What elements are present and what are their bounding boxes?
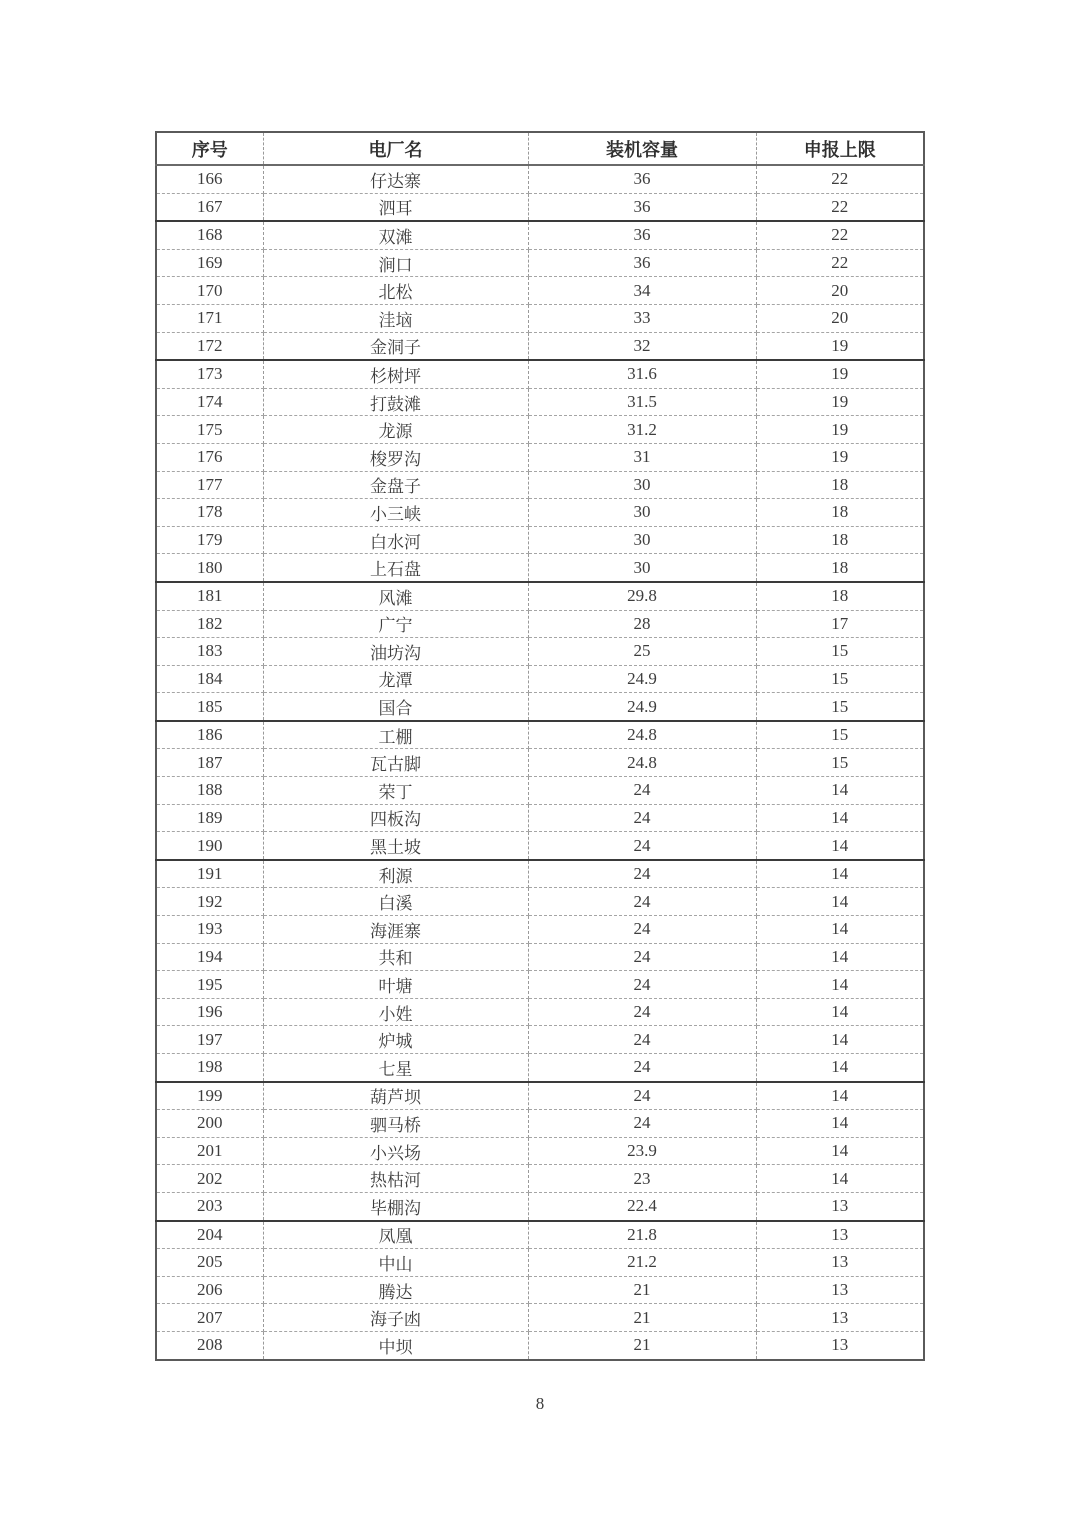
cell-limit: 14 — [756, 1110, 924, 1138]
cell-plant-name: 海子凼 — [263, 1304, 528, 1332]
table-row — [156, 665, 924, 693]
table-row — [156, 193, 924, 221]
column-header-declaration-limit: 申报上限 — [756, 132, 924, 165]
cell-serial: 197 — [156, 1026, 263, 1054]
cell-serial: 178 — [156, 499, 263, 527]
cell-serial: 205 — [156, 1249, 263, 1277]
cell-serial: 204 — [156, 1221, 263, 1249]
cell-limit: 14 — [756, 1082, 924, 1110]
column-header-installed-capacity: 装机容量 — [528, 132, 756, 165]
cell-plant-name: 金洞子 — [263, 332, 528, 360]
cell-limit: 14 — [756, 998, 924, 1026]
cell-plant-name: 驷马桥 — [263, 1110, 528, 1138]
cell-serial: 177 — [156, 471, 263, 499]
cell-plant-name: 涧口 — [263, 249, 528, 277]
cell-limit: 18 — [756, 499, 924, 527]
cell-serial: 171 — [156, 304, 263, 332]
cell-limit: 18 — [756, 582, 924, 610]
cell-limit: 20 — [756, 304, 924, 332]
cell-serial: 170 — [156, 277, 263, 305]
page-number: 8 — [535, 1394, 545, 1413]
cell-serial: 200 — [156, 1110, 263, 1138]
cell-limit: 22 — [756, 221, 924, 249]
cell-limit: 14 — [756, 777, 924, 805]
cell-plant-name: 中山 — [263, 1249, 528, 1277]
cell-capacity: 33 — [528, 304, 756, 332]
cell-capacity: 24 — [528, 1082, 756, 1110]
cell-serial: 191 — [156, 860, 263, 888]
cell-serial: 195 — [156, 971, 263, 999]
cell-plant-name: 炉城 — [263, 1026, 528, 1054]
cell-plant-name: 龙源 — [263, 416, 528, 444]
cell-plant-name: 国合 — [263, 693, 528, 721]
cell-limit: 14 — [756, 1026, 924, 1054]
table-row — [156, 582, 924, 610]
cell-capacity: 21 — [528, 1331, 756, 1359]
table-row — [156, 1054, 924, 1082]
cell-limit: 19 — [756, 360, 924, 388]
cell-capacity: 24.9 — [528, 665, 756, 693]
cell-plant-name: 仔达寨 — [263, 165, 528, 193]
cell-plant-name: 上石盘 — [263, 554, 528, 582]
table-row — [156, 526, 924, 554]
cell-limit: 15 — [756, 665, 924, 693]
table-row — [156, 943, 924, 971]
table-row — [156, 416, 924, 444]
cell-limit: 22 — [756, 165, 924, 193]
cell-capacity: 24 — [528, 804, 756, 832]
cell-serial: 169 — [156, 249, 263, 277]
cell-capacity: 24 — [528, 998, 756, 1026]
cell-capacity: 31.6 — [528, 360, 756, 388]
cell-capacity: 23.9 — [528, 1137, 756, 1165]
column-header-plant-name: 电厂名 — [263, 132, 528, 165]
cell-capacity: 32 — [528, 332, 756, 360]
cell-capacity: 24.8 — [528, 721, 756, 749]
table-row — [156, 249, 924, 277]
table-row — [156, 304, 924, 332]
table-row — [156, 1331, 924, 1359]
cell-plant-name: 共和 — [263, 943, 528, 971]
cell-limit: 14 — [756, 832, 924, 860]
cell-plant-name: 小三峡 — [263, 499, 528, 527]
table-row — [156, 443, 924, 471]
cell-plant-name: 泗耳 — [263, 193, 528, 221]
table-row — [156, 1137, 924, 1165]
cell-serial: 175 — [156, 416, 263, 444]
cell-plant-name: 北松 — [263, 277, 528, 305]
cell-serial: 208 — [156, 1331, 263, 1359]
cell-capacity: 24 — [528, 777, 756, 805]
cell-limit: 15 — [756, 749, 924, 777]
cell-capacity: 30 — [528, 471, 756, 499]
cell-plant-name: 凤凰 — [263, 1221, 528, 1249]
cell-limit: 13 — [756, 1221, 924, 1249]
table-row — [156, 804, 924, 832]
table-row — [156, 554, 924, 582]
cell-limit: 14 — [756, 971, 924, 999]
cell-serial: 179 — [156, 526, 263, 554]
cell-capacity: 24 — [528, 943, 756, 971]
cell-plant-name: 荣丁 — [263, 777, 528, 805]
cell-capacity: 30 — [528, 526, 756, 554]
cell-plant-name: 葫芦坝 — [263, 1082, 528, 1110]
cell-serial: 202 — [156, 1165, 263, 1193]
cell-capacity: 30 — [528, 499, 756, 527]
cell-limit: 15 — [756, 721, 924, 749]
cell-capacity: 29.8 — [528, 582, 756, 610]
cell-plant-name: 梭罗沟 — [263, 443, 528, 471]
cell-capacity: 24 — [528, 1026, 756, 1054]
cell-serial: 206 — [156, 1276, 263, 1304]
cell-capacity: 21.8 — [528, 1221, 756, 1249]
cell-limit: 19 — [756, 416, 924, 444]
cell-limit: 18 — [756, 526, 924, 554]
cell-limit: 14 — [756, 943, 924, 971]
table-row — [156, 888, 924, 916]
table-row — [156, 1026, 924, 1054]
cell-limit: 19 — [756, 388, 924, 416]
cell-capacity: 24 — [528, 916, 756, 944]
cell-plant-name: 叶塘 — [263, 971, 528, 999]
cell-capacity: 24 — [528, 888, 756, 916]
cell-limit: 13 — [756, 1192, 924, 1220]
cell-capacity: 24 — [528, 860, 756, 888]
cell-limit: 14 — [756, 1165, 924, 1193]
cell-capacity: 21 — [528, 1304, 756, 1332]
cell-limit: 14 — [756, 916, 924, 944]
table-row — [156, 1221, 924, 1249]
cell-plant-name: 瓦古脚 — [263, 749, 528, 777]
cell-plant-name: 广宁 — [263, 610, 528, 638]
cell-serial: 203 — [156, 1192, 263, 1220]
cell-serial: 184 — [156, 665, 263, 693]
cell-serial: 172 — [156, 332, 263, 360]
cell-serial: 183 — [156, 638, 263, 666]
cell-capacity: 24.9 — [528, 693, 756, 721]
cell-limit: 14 — [756, 804, 924, 832]
cell-capacity: 24 — [528, 1110, 756, 1138]
cell-limit: 13 — [756, 1331, 924, 1359]
cell-capacity: 36 — [528, 165, 756, 193]
cell-capacity: 31.2 — [528, 416, 756, 444]
table-row — [156, 721, 924, 749]
cell-serial: 185 — [156, 693, 263, 721]
cell-serial: 174 — [156, 388, 263, 416]
cell-plant-name: 腾达 — [263, 1276, 528, 1304]
cell-serial: 201 — [156, 1137, 263, 1165]
cell-limit: 15 — [756, 693, 924, 721]
cell-plant-name: 洼垴 — [263, 304, 528, 332]
cell-plant-name: 海涯寨 — [263, 916, 528, 944]
cell-plant-name: 小姓 — [263, 998, 528, 1026]
table-row — [156, 998, 924, 1026]
table-row — [156, 277, 924, 305]
table-row — [156, 471, 924, 499]
cell-limit: 17 — [756, 610, 924, 638]
cell-serial: 166 — [156, 165, 263, 193]
table-row — [156, 388, 924, 416]
table-row — [156, 916, 924, 944]
cell-serial: 182 — [156, 610, 263, 638]
table-row — [156, 499, 924, 527]
cell-plant-name: 四板沟 — [263, 804, 528, 832]
cell-plant-name: 黑土坡 — [263, 832, 528, 860]
cell-serial: 198 — [156, 1054, 263, 1082]
table-row — [156, 638, 924, 666]
cell-capacity: 24.8 — [528, 749, 756, 777]
cell-limit: 14 — [756, 860, 924, 888]
cell-limit: 18 — [756, 554, 924, 582]
cell-plant-name: 中坝 — [263, 1331, 528, 1359]
table-row — [156, 1249, 924, 1277]
table-row — [156, 332, 924, 360]
cell-capacity: 24 — [528, 971, 756, 999]
cell-limit: 14 — [756, 1137, 924, 1165]
cell-serial: 194 — [156, 943, 263, 971]
power-plant-table — [155, 131, 925, 1361]
cell-plant-name: 金盘子 — [263, 471, 528, 499]
cell-limit: 19 — [756, 332, 924, 360]
cell-limit: 15 — [756, 638, 924, 666]
cell-serial: 207 — [156, 1304, 263, 1332]
cell-plant-name: 油坊沟 — [263, 638, 528, 666]
cell-serial: 167 — [156, 193, 263, 221]
cell-plant-name: 热枯河 — [263, 1165, 528, 1193]
cell-capacity: 24 — [528, 1054, 756, 1082]
cell-limit: 18 — [756, 471, 924, 499]
table-row — [156, 860, 924, 888]
cell-serial: 192 — [156, 888, 263, 916]
table-header-row — [156, 132, 924, 165]
cell-capacity: 21 — [528, 1276, 756, 1304]
cell-plant-name: 龙潭 — [263, 665, 528, 693]
cell-limit: 13 — [756, 1276, 924, 1304]
cell-serial: 190 — [156, 832, 263, 860]
cell-capacity: 22.4 — [528, 1192, 756, 1220]
cell-serial: 180 — [156, 554, 263, 582]
table-row — [156, 1165, 924, 1193]
cell-capacity: 21.2 — [528, 1249, 756, 1277]
table-row — [156, 1082, 924, 1110]
cell-serial: 186 — [156, 721, 263, 749]
cell-plant-name: 七星 — [263, 1054, 528, 1082]
table-row — [156, 777, 924, 805]
cell-serial: 168 — [156, 221, 263, 249]
cell-capacity: 36 — [528, 193, 756, 221]
cell-plant-name: 工棚 — [263, 721, 528, 749]
cell-plant-name: 小兴场 — [263, 1137, 528, 1165]
cell-serial: 188 — [156, 777, 263, 805]
table-row — [156, 1110, 924, 1138]
table-row — [156, 360, 924, 388]
cell-plant-name: 白水河 — [263, 526, 528, 554]
cell-plant-name: 利源 — [263, 860, 528, 888]
cell-capacity: 31 — [528, 443, 756, 471]
cell-serial: 193 — [156, 916, 263, 944]
table-row — [156, 165, 924, 193]
cell-limit: 22 — [756, 249, 924, 277]
cell-limit: 22 — [756, 193, 924, 221]
cell-plant-name: 打鼓滩 — [263, 388, 528, 416]
cell-plant-name: 杉树坪 — [263, 360, 528, 388]
cell-capacity: 36 — [528, 249, 756, 277]
cell-capacity: 30 — [528, 554, 756, 582]
cell-capacity: 25 — [528, 638, 756, 666]
cell-limit: 13 — [756, 1249, 924, 1277]
cell-serial: 176 — [156, 443, 263, 471]
table-row — [156, 693, 924, 721]
cell-serial: 181 — [156, 582, 263, 610]
table-row — [156, 971, 924, 999]
cell-serial: 199 — [156, 1082, 263, 1110]
cell-plant-name: 白溪 — [263, 888, 528, 916]
cell-limit: 14 — [756, 888, 924, 916]
table-row — [156, 749, 924, 777]
cell-limit: 20 — [756, 277, 924, 305]
cell-capacity: 36 — [528, 221, 756, 249]
cell-plant-name: 双滩 — [263, 221, 528, 249]
table-row — [156, 221, 924, 249]
cell-serial: 187 — [156, 749, 263, 777]
cell-capacity: 24 — [528, 832, 756, 860]
cell-plant-name: 毕棚沟 — [263, 1192, 528, 1220]
cell-plant-name: 风滩 — [263, 582, 528, 610]
table-row — [156, 1192, 924, 1220]
cell-serial: 173 — [156, 360, 263, 388]
cell-limit: 19 — [756, 443, 924, 471]
table-row — [156, 610, 924, 638]
cell-serial: 196 — [156, 998, 263, 1026]
column-header-serial: 序号 — [156, 132, 263, 165]
cell-capacity: 34 — [528, 277, 756, 305]
table-row — [156, 832, 924, 860]
table-row — [156, 1304, 924, 1332]
cell-capacity: 28 — [528, 610, 756, 638]
cell-limit: 14 — [756, 1054, 924, 1082]
cell-capacity: 23 — [528, 1165, 756, 1193]
table-row — [156, 1276, 924, 1304]
cell-serial: 189 — [156, 804, 263, 832]
cell-capacity: 31.5 — [528, 388, 756, 416]
cell-limit: 13 — [756, 1304, 924, 1332]
